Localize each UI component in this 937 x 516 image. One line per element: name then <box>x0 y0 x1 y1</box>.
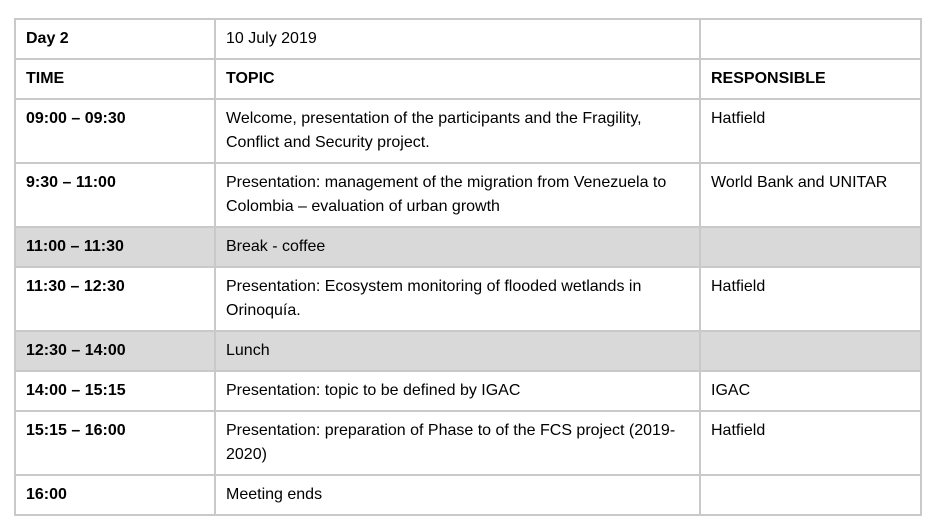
responsible-cell <box>700 227 921 267</box>
responsible-cell: IGAC <box>700 371 921 411</box>
topic-cell: Welcome, presentation of the participants and the Fragility, Conflict and Security project. <box>215 99 700 163</box>
column-header-time: TIME <box>15 59 215 99</box>
topic-cell: Presentation: management of the migration from Venezuela to Colombia – evaluation of urban growth <box>215 163 700 227</box>
table-row <box>15 163 921 227</box>
table-row <box>15 331 921 371</box>
table-row <box>15 475 921 515</box>
date-label: 10 July 2019 <box>215 19 700 59</box>
day-label: Day 2 <box>15 19 215 59</box>
responsible-cell: Hatfield <box>700 411 921 475</box>
responsible-cell <box>700 475 921 515</box>
topic-cell: Meeting ends <box>215 475 700 515</box>
table-row <box>15 99 921 163</box>
time-cell: 15:15 – 16:00 <box>15 411 215 475</box>
time-cell: 14:00 – 15:15 <box>15 371 215 411</box>
column-header-responsible: RESPONSIBLE <box>700 59 921 99</box>
column-header-topic: TOPIC <box>215 59 700 99</box>
responsible-cell: Hatfield <box>700 267 921 331</box>
topic-cell: Presentation: preparation of Phase to of the FCS project (2019-2020) <box>215 411 700 475</box>
time-cell: 16:00 <box>15 475 215 515</box>
table-row <box>15 227 921 267</box>
time-cell: 11:00 – 11:30 <box>15 227 215 267</box>
day-header-row <box>15 19 921 59</box>
time-cell: 09:00 – 09:30 <box>15 99 215 163</box>
agenda-table <box>14 18 922 516</box>
topic-cell: Presentation: Ecosystem monitoring of flooded wetlands in Orinoquía. <box>215 267 700 331</box>
time-cell: 9:30 – 11:00 <box>15 163 215 227</box>
date-extra-cell <box>700 19 921 59</box>
responsible-cell: Hatfield <box>700 99 921 163</box>
responsible-cell <box>700 331 921 371</box>
topic-cell: Lunch <box>215 331 700 371</box>
topic-cell: Break - coffee <box>215 227 700 267</box>
time-cell: 11:30 – 12:30 <box>15 267 215 331</box>
topic-cell: Presentation: topic to be defined by IGAC <box>215 371 700 411</box>
table-row <box>15 411 921 475</box>
table-row <box>15 267 921 331</box>
time-cell: 12:30 – 14:00 <box>15 331 215 371</box>
table-row <box>15 371 921 411</box>
column-header-row <box>15 59 921 99</box>
responsible-cell: World Bank and UNITAR <box>700 163 921 227</box>
